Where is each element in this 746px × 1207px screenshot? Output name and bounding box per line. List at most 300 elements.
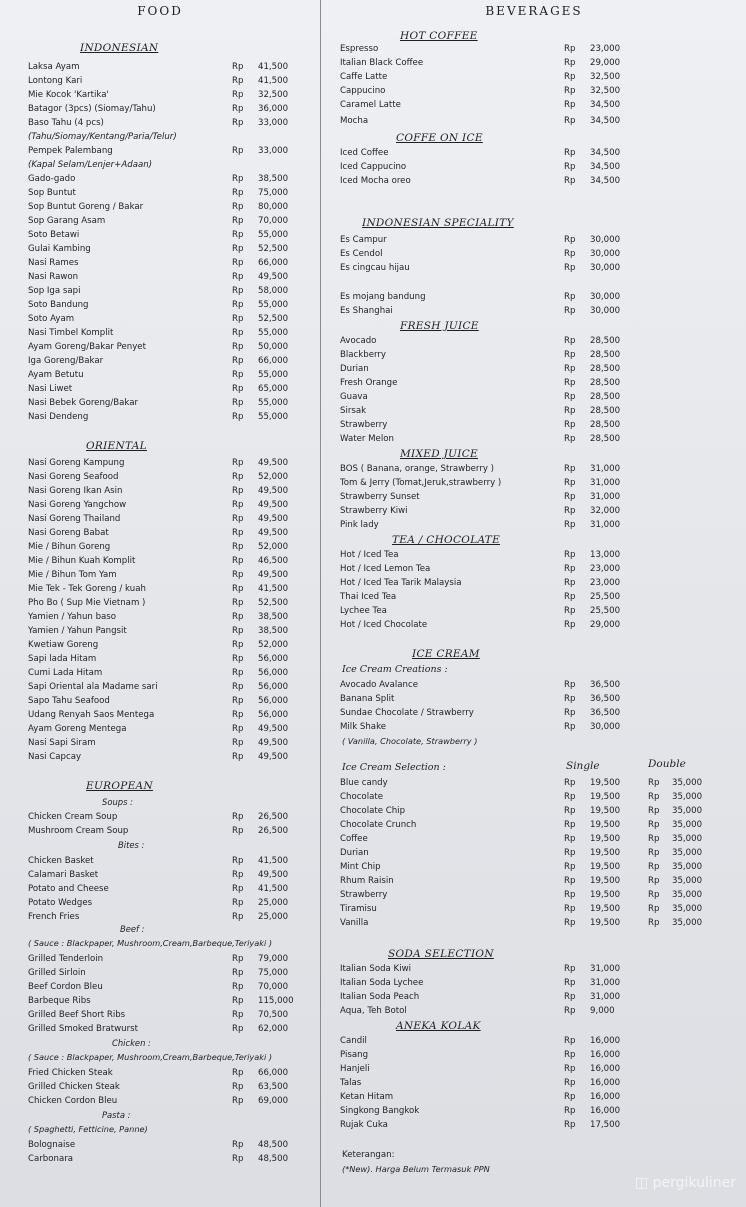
menu-item-name: Strawberry Sunset (340, 492, 420, 502)
menu-item-name: Nasi Goreng Seafood (28, 472, 119, 482)
price-double: 35,000 (672, 918, 703, 928)
currency-label: Rp (232, 996, 244, 1006)
currency-label: Rp (232, 542, 244, 552)
menu-item-price: 70,000 (258, 216, 289, 226)
currency-label: Rp (648, 848, 660, 858)
menu-item-name: Caramel Latte (340, 100, 401, 110)
menu-item-price: 46,500 (258, 556, 289, 566)
beverages-column (322, 0, 746, 1207)
price-single: 19,500 (590, 778, 621, 788)
menu-item-price: 25,500 (590, 592, 621, 602)
menu-item-price: 49,500 (258, 738, 289, 748)
menu-item-price: 26,500 (258, 826, 289, 836)
currency-label: Rp (232, 472, 244, 482)
menu-item-name: Beef Cordon Bleu (28, 982, 103, 992)
menu-item-name: Lychee Tea (340, 606, 387, 616)
currency-label: Rp (564, 148, 576, 158)
currency-label: Rp (232, 556, 244, 566)
menu-item-name: Grilled Tenderloin (28, 954, 104, 964)
menu-item-name: Milk Shake (340, 722, 387, 732)
menu-item-price: 16,000 (590, 1092, 621, 1102)
currency-label: Rp (232, 286, 244, 296)
menu-item-price: 55,000 (258, 398, 289, 408)
menu-item-price: 30,000 (590, 722, 621, 732)
currency-label: Rp (232, 118, 244, 128)
menu-item-name: Avocado (340, 336, 377, 346)
currency-label: Rp (564, 306, 576, 316)
menu-item-name: Pisang (340, 1050, 369, 1060)
menu-item-price: 29,000 (590, 620, 621, 630)
currency-label: Rp (648, 806, 660, 816)
currency-label: Rp (564, 263, 576, 273)
menu-item-name: Sop Iga sapi (28, 286, 81, 296)
menu-item-name: Strawberry (340, 890, 388, 900)
menu-item-name: Soto Ayam (28, 314, 75, 324)
currency-label: Rp (564, 1106, 576, 1116)
menu-item-name: Blackberry (340, 350, 386, 360)
menu-item-price: 30,000 (590, 263, 621, 273)
menu-item-name: Cumi Lada Hitam (28, 668, 103, 678)
menu-item-name: Ayam Goreng Mentega (28, 724, 127, 734)
menu-item-price: 75,000 (258, 188, 289, 198)
currency-label: Rp (232, 710, 244, 720)
currency-label: Rp (648, 778, 660, 788)
currency-label: Rp (564, 406, 576, 416)
menu-item-price: 49,500 (258, 528, 289, 538)
price-double: 35,000 (672, 862, 703, 872)
menu-item-name: Nasi Goreng Thailand (28, 514, 121, 524)
menu-item-price: 69,000 (258, 1096, 289, 1106)
currency-label: Rp (564, 100, 576, 110)
currency-label: Rp (564, 564, 576, 574)
menu-item-name: Sapo Tahu Seafood (28, 696, 110, 706)
menu-item-name: Mie / Bihun Tom Yam (28, 570, 117, 580)
currency-label: Rp (564, 336, 576, 346)
currency-label: Rp (564, 44, 576, 54)
menu-item-name: Baso Tahu (4 pcs) (28, 118, 104, 128)
menu-item-price: 49,500 (258, 724, 289, 734)
menu-item-price: 32,500 (590, 86, 621, 96)
menu-item-price: 28,500 (590, 364, 621, 374)
food-header: FOOD (137, 4, 183, 18)
menu-item-name: Es Campur (340, 235, 387, 245)
currency-label: Rp (564, 890, 576, 900)
menu-item-name: Candil (340, 1036, 367, 1046)
menu-item-name: Yamien / Yahun Pangsit (28, 626, 127, 636)
menu-item-name: Sop Buntut Goreng / Bakar (28, 202, 144, 212)
menu-item-price: 31,000 (590, 520, 621, 530)
menu-item-price: 55,000 (258, 328, 289, 338)
menu-item-price: 32,000 (590, 506, 621, 516)
currency-label: Rp (232, 174, 244, 184)
currency-label: Rp (232, 356, 244, 366)
menu-item-price: 16,000 (590, 1106, 621, 1116)
currency-label: Rp (564, 235, 576, 245)
menu-item-name: Nasi Timbel Komplit (28, 328, 114, 338)
currency-label: Rp (232, 1154, 244, 1164)
currency-label: Rp (232, 62, 244, 72)
menu-item-price: 48,500 (258, 1140, 289, 1150)
currency-label: Rp (232, 584, 244, 594)
menu-item-price: 28,500 (590, 406, 621, 416)
currency-label: Rp (564, 778, 576, 788)
section-title: HOT COFFEE (400, 30, 478, 42)
menu-item-price: 49,500 (258, 752, 289, 762)
menu-item-price: 52,000 (258, 472, 289, 482)
menu-item-name: Gado-gado (28, 174, 76, 184)
currency-label: Rp (232, 104, 244, 114)
currency-label: Rp (564, 1006, 576, 1016)
menu-item-name: Sop Garang Asam (28, 216, 106, 226)
menu-item-price: 30,000 (590, 292, 621, 302)
menu-item-price: 34,500 (590, 100, 621, 110)
price-single: 19,500 (590, 862, 621, 872)
currency-label: Rp (564, 708, 576, 718)
menu-item-price: 9,000 (590, 1006, 615, 1016)
price-double: 35,000 (672, 834, 703, 844)
menu-item-name: Italian Soda Peach (340, 992, 420, 1002)
currency-label: Rp (564, 1092, 576, 1102)
menu-item-price: 79,000 (258, 954, 289, 964)
currency-label: Rp (564, 162, 576, 172)
currency-label: Rp (232, 682, 244, 692)
menu-item-name: Hanjeli (340, 1064, 370, 1074)
menu-item-name: Fresh Orange (340, 378, 398, 388)
menu-item-name: Iced Mocha oreo (340, 176, 411, 186)
menu-item-price: 16,000 (590, 1078, 621, 1088)
section-title: ANEKA KOLAK (396, 1020, 481, 1032)
menu-item-price: 31,000 (590, 978, 621, 988)
currency-label: Rp (232, 626, 244, 636)
menu-item-price: 80,000 (258, 202, 289, 212)
menu-item-price: 23,000 (590, 564, 621, 574)
section-title: INDONESIAN SPECIALITY (362, 217, 514, 229)
currency-label: Rp (232, 752, 244, 762)
menu-item-name: Potato Wedges (28, 898, 93, 908)
menu-item-name: Iced Cappucino (340, 162, 407, 172)
currency-label: Rp (564, 249, 576, 259)
currency-label: Rp (232, 598, 244, 608)
menu-item-name: Mie Kocok 'Kartika' (28, 90, 109, 100)
currency-label: Rp (232, 1096, 244, 1106)
menu-item-name: Grilled Beef Short Ribs (28, 1010, 126, 1020)
menu-item-name: Hot / Iced Tea (340, 550, 399, 560)
menu-item-name: Es mojang bandung (340, 292, 426, 302)
menu-item-name: Singkong Bangkok (340, 1106, 420, 1116)
menu-item-name: Sapi lada Hitam (28, 654, 97, 664)
menu-item-name: Barbeque Ribs (28, 996, 91, 1006)
menu-item-price: 38,500 (258, 612, 289, 622)
menu-item-name: Rujak Cuka (340, 1120, 388, 1130)
price-double: 35,000 (672, 904, 703, 914)
menu-item-price: 48,500 (258, 1154, 289, 1164)
menu-item-price: 56,000 (258, 696, 289, 706)
menu-item-price: 49,500 (258, 870, 289, 880)
section-title: INDONESIAN (80, 42, 159, 54)
menu-item-name: Nasi Goreng Babat (28, 528, 109, 538)
menu-item-price: 30,000 (590, 249, 621, 259)
watermark-text: pergikuliner (652, 1175, 736, 1191)
price-single: 19,500 (590, 918, 621, 928)
currency-label: Rp (232, 500, 244, 510)
menu-item-price: 50,000 (258, 342, 289, 352)
menu-item-name: Vanilla (340, 918, 369, 928)
menu-item-name: Soto Betawi (28, 230, 80, 240)
menu-item-name: Grilled Chicken Steak (28, 1082, 120, 1092)
price-single: 19,500 (590, 904, 621, 914)
subsection-label: Bites : (118, 840, 145, 850)
currency-label: Rp (232, 300, 244, 310)
currency-label: Rp (564, 592, 576, 602)
menu-item-name: Tiramisu (340, 904, 377, 914)
currency-label: Rp (232, 328, 244, 338)
currency-label: Rp (564, 58, 576, 68)
menu-item-name: Water Melon (340, 434, 394, 444)
menu-item-price: 30,000 (590, 306, 621, 316)
currency-label: Rp (232, 1010, 244, 1020)
currency-label: Rp (564, 694, 576, 704)
menu-item-price: 41,500 (258, 584, 289, 594)
currency-label: Rp (232, 912, 244, 922)
menu-item-name: Hot / Iced Lemon Tea (340, 564, 431, 574)
menu-item-price: 41,500 (258, 884, 289, 894)
currency-label: Rp (232, 398, 244, 408)
currency-label: Rp (232, 1068, 244, 1078)
price-double: 35,000 (672, 792, 703, 802)
menu-item-price: 33,000 (258, 118, 289, 128)
menu-item-price: 55,000 (258, 230, 289, 240)
menu-item-name: Durian (340, 364, 369, 374)
currency-label: Rp (232, 612, 244, 622)
menu-item-name: Nasi Dendeng (28, 412, 89, 422)
currency-label: Rp (232, 76, 244, 86)
menu-item-name: Pempek Palembang (28, 146, 113, 156)
menu-item-name: Mocha (340, 116, 369, 126)
menu-item-price: 17,500 (590, 1120, 621, 1130)
menu-item-price: 63,500 (258, 1082, 289, 1092)
menu-item-name: Udang Renyah Saos Mentega (28, 710, 155, 720)
menu-item-name: Hot / Iced Tea Tarik Malaysia (340, 578, 462, 588)
price-single: 19,500 (590, 806, 621, 816)
menu-item-price: 29,000 (590, 58, 621, 68)
menu-item-price: 52,500 (258, 244, 289, 254)
currency-label: Rp (232, 668, 244, 678)
menu-item-price: 49,500 (258, 514, 289, 524)
currency-label: Rp (564, 392, 576, 402)
subsection-label: Ice Cream Creations : (342, 664, 448, 675)
currency-label: Rp (232, 1140, 244, 1150)
currency-label: Rp (564, 820, 576, 830)
menu-item-name: Nasi Bebek Goreng/Bakar (28, 398, 139, 408)
price-single: 19,500 (590, 876, 621, 886)
menu-item-price: 70,000 (258, 982, 289, 992)
currency-label: Rp (564, 792, 576, 802)
menu-item-name: French Fries (28, 912, 80, 922)
price-double: 35,000 (672, 806, 703, 816)
currency-label: Rp (564, 1036, 576, 1046)
menu-item-price: 34,500 (590, 162, 621, 172)
menu-item-name: Blue candy (340, 778, 388, 788)
menu-item-name: Es Shanghai (340, 306, 393, 316)
menu-item-name: Hot / Iced Chocolate (340, 620, 428, 630)
price-double: 35,000 (672, 890, 703, 900)
currency-label: Rp (564, 350, 576, 360)
food-column (0, 0, 321, 1207)
menu-item-name: Ketan Hitam (340, 1092, 394, 1102)
beverages-header: BEVERAGES (485, 4, 583, 18)
currency-label: Rp (564, 116, 576, 126)
menu-item-name: (Kapal Selam/Lenjer+Adaan) (28, 160, 153, 170)
milkshake-note: ( Vanilla, Chocolate, Strawberry ) (342, 736, 478, 746)
currency-label: Rp (564, 86, 576, 96)
menu-item-price: 28,500 (590, 336, 621, 346)
menu-item-price: 55,000 (258, 300, 289, 310)
footer-label: Keterangan: (342, 1150, 395, 1160)
currency-label: Rp (232, 968, 244, 978)
menu-item-name: Mushroom Cream Soup (28, 826, 129, 836)
menu-item-price: 56,000 (258, 654, 289, 664)
price-single: 19,500 (590, 834, 621, 844)
section-title: COFFE ON ICE (396, 132, 483, 144)
currency-label: Rp (564, 1120, 576, 1130)
menu-item-price: 28,500 (590, 420, 621, 430)
currency-label: Rp (648, 876, 660, 886)
menu-item-name: Calamari Basket (28, 870, 99, 880)
menu-item-name: Lontong Kari (28, 76, 83, 86)
menu-item-name: Iced Coffee (340, 148, 389, 158)
menu-item-name: Chocolate (340, 792, 383, 802)
menu-item-name: (Tahu/Siomay/Kentang/Paria/Telur) (28, 132, 177, 142)
pasta-note: ( Spaghetti, Fetticine, Panne) (28, 1124, 148, 1134)
menu-item-price: 23,000 (590, 44, 621, 54)
currency-label: Rp (232, 230, 244, 240)
price-single: 19,500 (590, 820, 621, 830)
subsection-label: Beef : (120, 924, 145, 934)
currency-label: Rp (232, 384, 244, 394)
menu-item-name: Nasi Capcay (28, 752, 82, 762)
price-double: 35,000 (672, 778, 703, 788)
menu-item-name: Es Cendol (340, 249, 383, 259)
currency-label: Rp (232, 1082, 244, 1092)
menu-item-name: Mie Tek - Tek Goreng / kuah (28, 584, 146, 594)
menu-item-name: Banana Split (340, 694, 395, 704)
menu-item-price: 28,500 (590, 378, 621, 388)
menu-item-price: 30,000 (590, 235, 621, 245)
section-title: TEA / CHOCOLATE (392, 534, 501, 546)
menu-item-name: Yamien / Yahun baso (28, 612, 117, 622)
menu-item-name: Rhum Raisin (340, 876, 394, 886)
currency-label: Rp (648, 918, 660, 928)
menu-item-price: 70,500 (258, 1010, 289, 1020)
currency-label: Rp (564, 420, 576, 430)
menu-item-name: Strawberry (340, 420, 388, 430)
currency-label: Rp (232, 528, 244, 538)
menu-item-price: 26,500 (258, 812, 289, 822)
sauce-note: ( Sauce : Blackpaper, Mushroom,Cream,Barbeque,Teriyaki ) (28, 938, 273, 948)
currency-label: Rp (564, 434, 576, 444)
menu-item-name: Nasi Liwet (28, 384, 73, 394)
menu-item-name: Italian Black Coffee (340, 58, 424, 68)
subsection-label: Ice Cream Selection : (342, 762, 446, 773)
menu-item-name: Mie / Bihun Goreng (28, 542, 111, 552)
currency-label: Rp (564, 806, 576, 816)
currency-label: Rp (232, 954, 244, 964)
currency-label: Rp (648, 820, 660, 830)
menu-item-price: 52,500 (258, 598, 289, 608)
menu-item-name: Mint Chip (340, 862, 381, 872)
price-single: 19,500 (590, 890, 621, 900)
currency-label: Rp (564, 1078, 576, 1088)
currency-label: Rp (648, 862, 660, 872)
menu-item-name: Carbonara (28, 1154, 74, 1164)
menu-item-price: 36,500 (590, 680, 621, 690)
menu-item-price: 31,000 (590, 464, 621, 474)
column-header-double: Double (648, 758, 686, 770)
menu-item-price: 55,000 (258, 370, 289, 380)
sauce-note: ( Sauce : Blackpaper, Mushroom,Cream,Barbeque,Teriyaki ) (28, 1052, 273, 1062)
menu-item-price: 66,000 (258, 1068, 289, 1078)
section-title: ICE CREAM (412, 648, 480, 660)
menu-item-price: 25,000 (258, 912, 289, 922)
subsection-label: Pasta : (102, 1110, 131, 1120)
menu-item-price: 28,500 (590, 350, 621, 360)
price-double: 35,000 (672, 876, 703, 886)
currency-label: Rp (232, 342, 244, 352)
menu-item-price: 31,000 (590, 964, 621, 974)
currency-label: Rp (232, 982, 244, 992)
currency-label: Rp (232, 856, 244, 866)
menu-item-price: 25,500 (590, 606, 621, 616)
menu-item-name: Fried Chicken Steak (28, 1068, 113, 1078)
menu-item-price: 115,000 (258, 996, 294, 1006)
menu-item-name: Es cingcau hijau (340, 263, 410, 273)
currency-label: Rp (232, 272, 244, 282)
currency-label: Rp (232, 90, 244, 100)
menu-item-name: Chicken Cream Soup (28, 812, 118, 822)
currency-label: Rp (232, 188, 244, 198)
menu-item-name: Coffee (340, 834, 368, 844)
menu-item-price: 36,000 (258, 104, 289, 114)
menu-item-price: 65,000 (258, 384, 289, 394)
menu-item-name: Italian Soda Kiwi (340, 964, 411, 974)
menu-item-price: 16,000 (590, 1050, 621, 1060)
menu-item-name: Nasi Goreng Ikan Asin (28, 486, 123, 496)
menu-item-name: Caffe Latte (340, 72, 388, 82)
currency-label: Rp (564, 176, 576, 186)
menu-item-price: 41,500 (258, 62, 289, 72)
currency-label: Rp (232, 146, 244, 156)
menu-item-price: 49,500 (258, 458, 289, 468)
menu-item-price: 38,500 (258, 626, 289, 636)
currency-label: Rp (564, 1064, 576, 1074)
menu-item-price: 49,500 (258, 570, 289, 580)
menu-item-name: Cappucino (340, 86, 386, 96)
menu-item-price: 32,500 (590, 72, 621, 82)
currency-label: Rp (564, 904, 576, 914)
price-double: 35,000 (672, 848, 703, 858)
menu-item-name: Batagor (3pcs) (Siomay/Tahu) (28, 104, 156, 114)
subsection-label: Soups : (102, 797, 133, 807)
currency-label: Rp (564, 464, 576, 474)
menu-item-price: 75,000 (258, 968, 289, 978)
menu-item-price: 56,000 (258, 668, 289, 678)
currency-label: Rp (232, 216, 244, 226)
menu-item-name: Aqua, Teh Botol (340, 1006, 407, 1016)
menu-item-price: 31,000 (590, 992, 621, 1002)
menu-item-name: Ayam Betutu (28, 370, 84, 380)
currency-label: Rp (232, 458, 244, 468)
menu-item-name: Talas (340, 1078, 362, 1088)
